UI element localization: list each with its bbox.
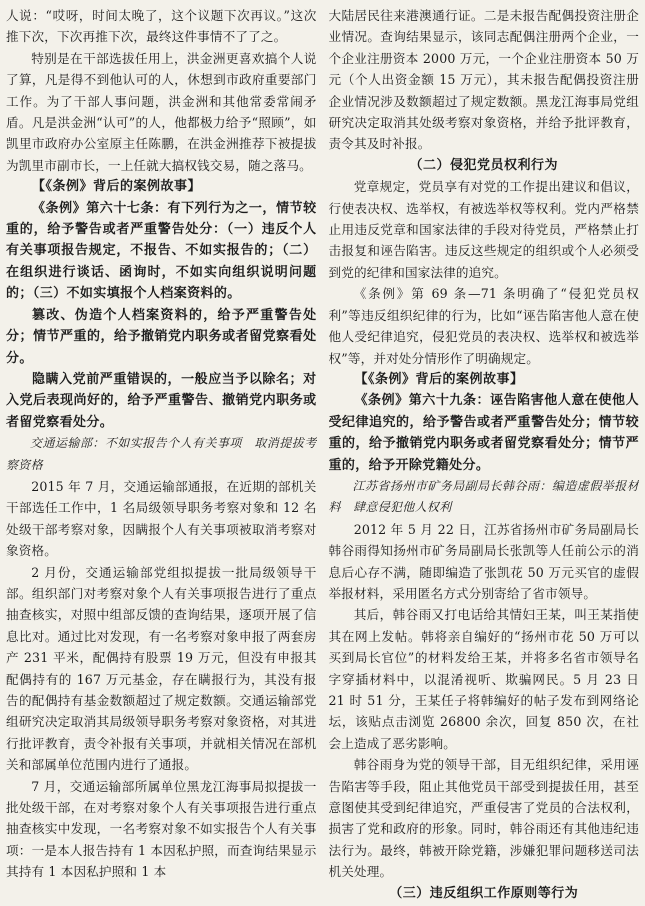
section-heading: 【《条例》背后的案例故事】: [32, 179, 202, 195]
case-subtitle: 交通运输部：不如实报告个人有关事项 取消提拔考察资格: [6, 436, 317, 472]
left-text-column: [6, 5, 317, 906]
paragraph: 韩谷雨身为党的领导干部，目无组织纪律，采用诬告陷害等手段，阻止其他党员干部受到提拔任用，甚至意图使其受到纪律追究，严重侵害了党员的合法权利，损害了党和政府的形象。同时，韩谷雨还有其他违纪违法行为。最终，韩被开除党籍，涉嫌犯罪问题移送司法机关处理。: [328, 757, 639, 880]
paragraph: 大陆居民往来港澳通行证。二是未报告配偶投资注册企业情况。查询结果显示，该同志配偶注册两个企业，一个企业注册资本 2000 万元，一个企业注册资本 50 万元（个人出资金额 15 万元），其未报告配偶投资注册企业情况涉及数额超过了规定数额。黑龙江海事局党组研究决定取消其处级考察对象资格，并给予批评教育，责令其及时补报。: [328, 8, 639, 152]
paragraph: 2 月份，交通运输部党组拟提拔一批局级领导干部。组织部门对考察对象个人有关事项报告进行了重点抽查核实，对照中组部反馈的查询结果，逐项开展了信息比对。通过比对发现，有一名考察对象申报了两套房产 231 平米，配偶持有股票 19 万元，但没有申报其配偶持有的 167 万元基金，存在瞒报行为，其没有报告的配偶持有基金数额超过了规定数额。交通运输部党组研究决定取消其局级领导职务考察对象资格，对其进行批评教育，责令补报有关事项，并就相关情况在部机关和部属单位范围内进行了通报。: [6, 564, 317, 773]
regulation-article: 篡改、伪造个人档案资料的，给予严重警告处分；情节严重的，给予撤销党内职务或者留党察看处分。: [6, 307, 317, 366]
paragraph: 《条例》第 69 条—71 条明确了“侵犯党员权利”等违反组织纪律的行为，比如“诬告陷害他人意在使他人受纪律追究，侵犯党员的表决权、选举权和被选举权”等，并对处分情形作了明确规定。: [328, 286, 639, 366]
regulation-article: 《条例》第六十九条：诬告陷害他人意在使他人受纪律追究的，给予警告或者严重警告处分；情节较重的，给予撤销党内职务或者留党察看处分；情节严重的，给予开除党籍处分。: [328, 393, 639, 473]
subsection-heading: （二）侵犯党员权利行为: [409, 157, 558, 173]
paragraph: 2012 年 5 月 22 日，江苏省扬州市矿务局副局长韩谷雨得知扬州市矿务局副局长张凯等人任前公示的消息后心存不满，随即编造了张凯花 50 万元买官的虚假举报材料，采用匿名方式分别寄给了省市领导。: [328, 521, 639, 601]
case-subtitle: 江苏省扬州市矿务局副局长韩谷雨：编造虚假举报材料 肆意侵犯他人权利: [328, 478, 639, 515]
right-text-column: [329, 5, 640, 906]
paragraph: 特别是在干部选拔任用上，洪金洲更喜欢搞个人说了算，凡是得不到他认可的人，休想到市政府重要部门工作。为了干部人事问题，洪金洲和其他常委常闹矛盾。凡是洪金洲“认可”的人，他都极力给予“照顾”，如凯里市政府办公室原主任陈鹏，在洪金洲推荐下被提拔为凯里市副市长，一上任就大搞权钱交易，随之落马。: [6, 50, 317, 173]
paragraph: 人说：“哎呀，时间太晚了，这个议题下次再议。”这次推下次，下次再推下次，最终这件事情不了了之。: [6, 8, 317, 45]
regulation-article: 隐瞒入党前严重错误的，一般应当予以除名；对入党后表现尚好的，给予严重警告、撤销党内职务或者留党察看处分。: [6, 371, 317, 430]
paragraph: 党章规定，党员享有对党的工作提出建议和倡议，行使表决权、选举权，有被选举权等权利。党内严格禁止用违反党章和国家法律的手段对待党员，严格禁止打击报复和诬告陷害。违反这些规定的组织或个人必须受到党的纪律和国家法律的追究。: [328, 179, 639, 280]
paragraph: 其后，韩谷雨又打电话给其情妇王某，叫王某指使其在网上发帖。韩将亲自编好的“扬州市花 50 万可以买到局长官位”的材料发给王某，并将多名省市领导名字穿插材料中，以混淆视听、欺骗网民。5 月 23 日 21 时 51 分，王某任子将韩编好的帖子发布到网络论坛，该贴点击浏览 26800 余次，回复 850 次，在社会上造成了恶劣影响。: [328, 607, 639, 751]
regulation-article: 《条例》第六十七条：有下列行为之一，情节较重的，给予警告或者严重警告处分：（一）违反个人有关事项报告规定，不报告、不如实报告的；（二）在组织进行谈话、函询时，不如实向组织说明问题的；（三）不如实填报个人档案资料的。: [6, 200, 317, 302]
subsection-heading: （三）违反组织工作原则等行为: [389, 885, 579, 901]
paragraph: 7 月，交通运输部所属单位黑龙江海事局拟提拔一批处级干部，在对考察对象个人有关事项报告进行重点抽查核实中发现，一名考察对象不如实报告个人有关事项：一是本人报告持有 1 本因私护照，而查询结果显示其持有 1 本因私护照和 1 本: [6, 778, 317, 880]
paragraph: 2015 年 7 月，交通运输部通报，在近期的部机关干部选任工作中，1 名局级领导职务考察对象和 12 名处级干部考察对象，因瞒报个人有关事项被取消考察对象资格。: [6, 478, 317, 559]
section-heading: 【《条例》背后的案例故事】: [354, 371, 524, 387]
